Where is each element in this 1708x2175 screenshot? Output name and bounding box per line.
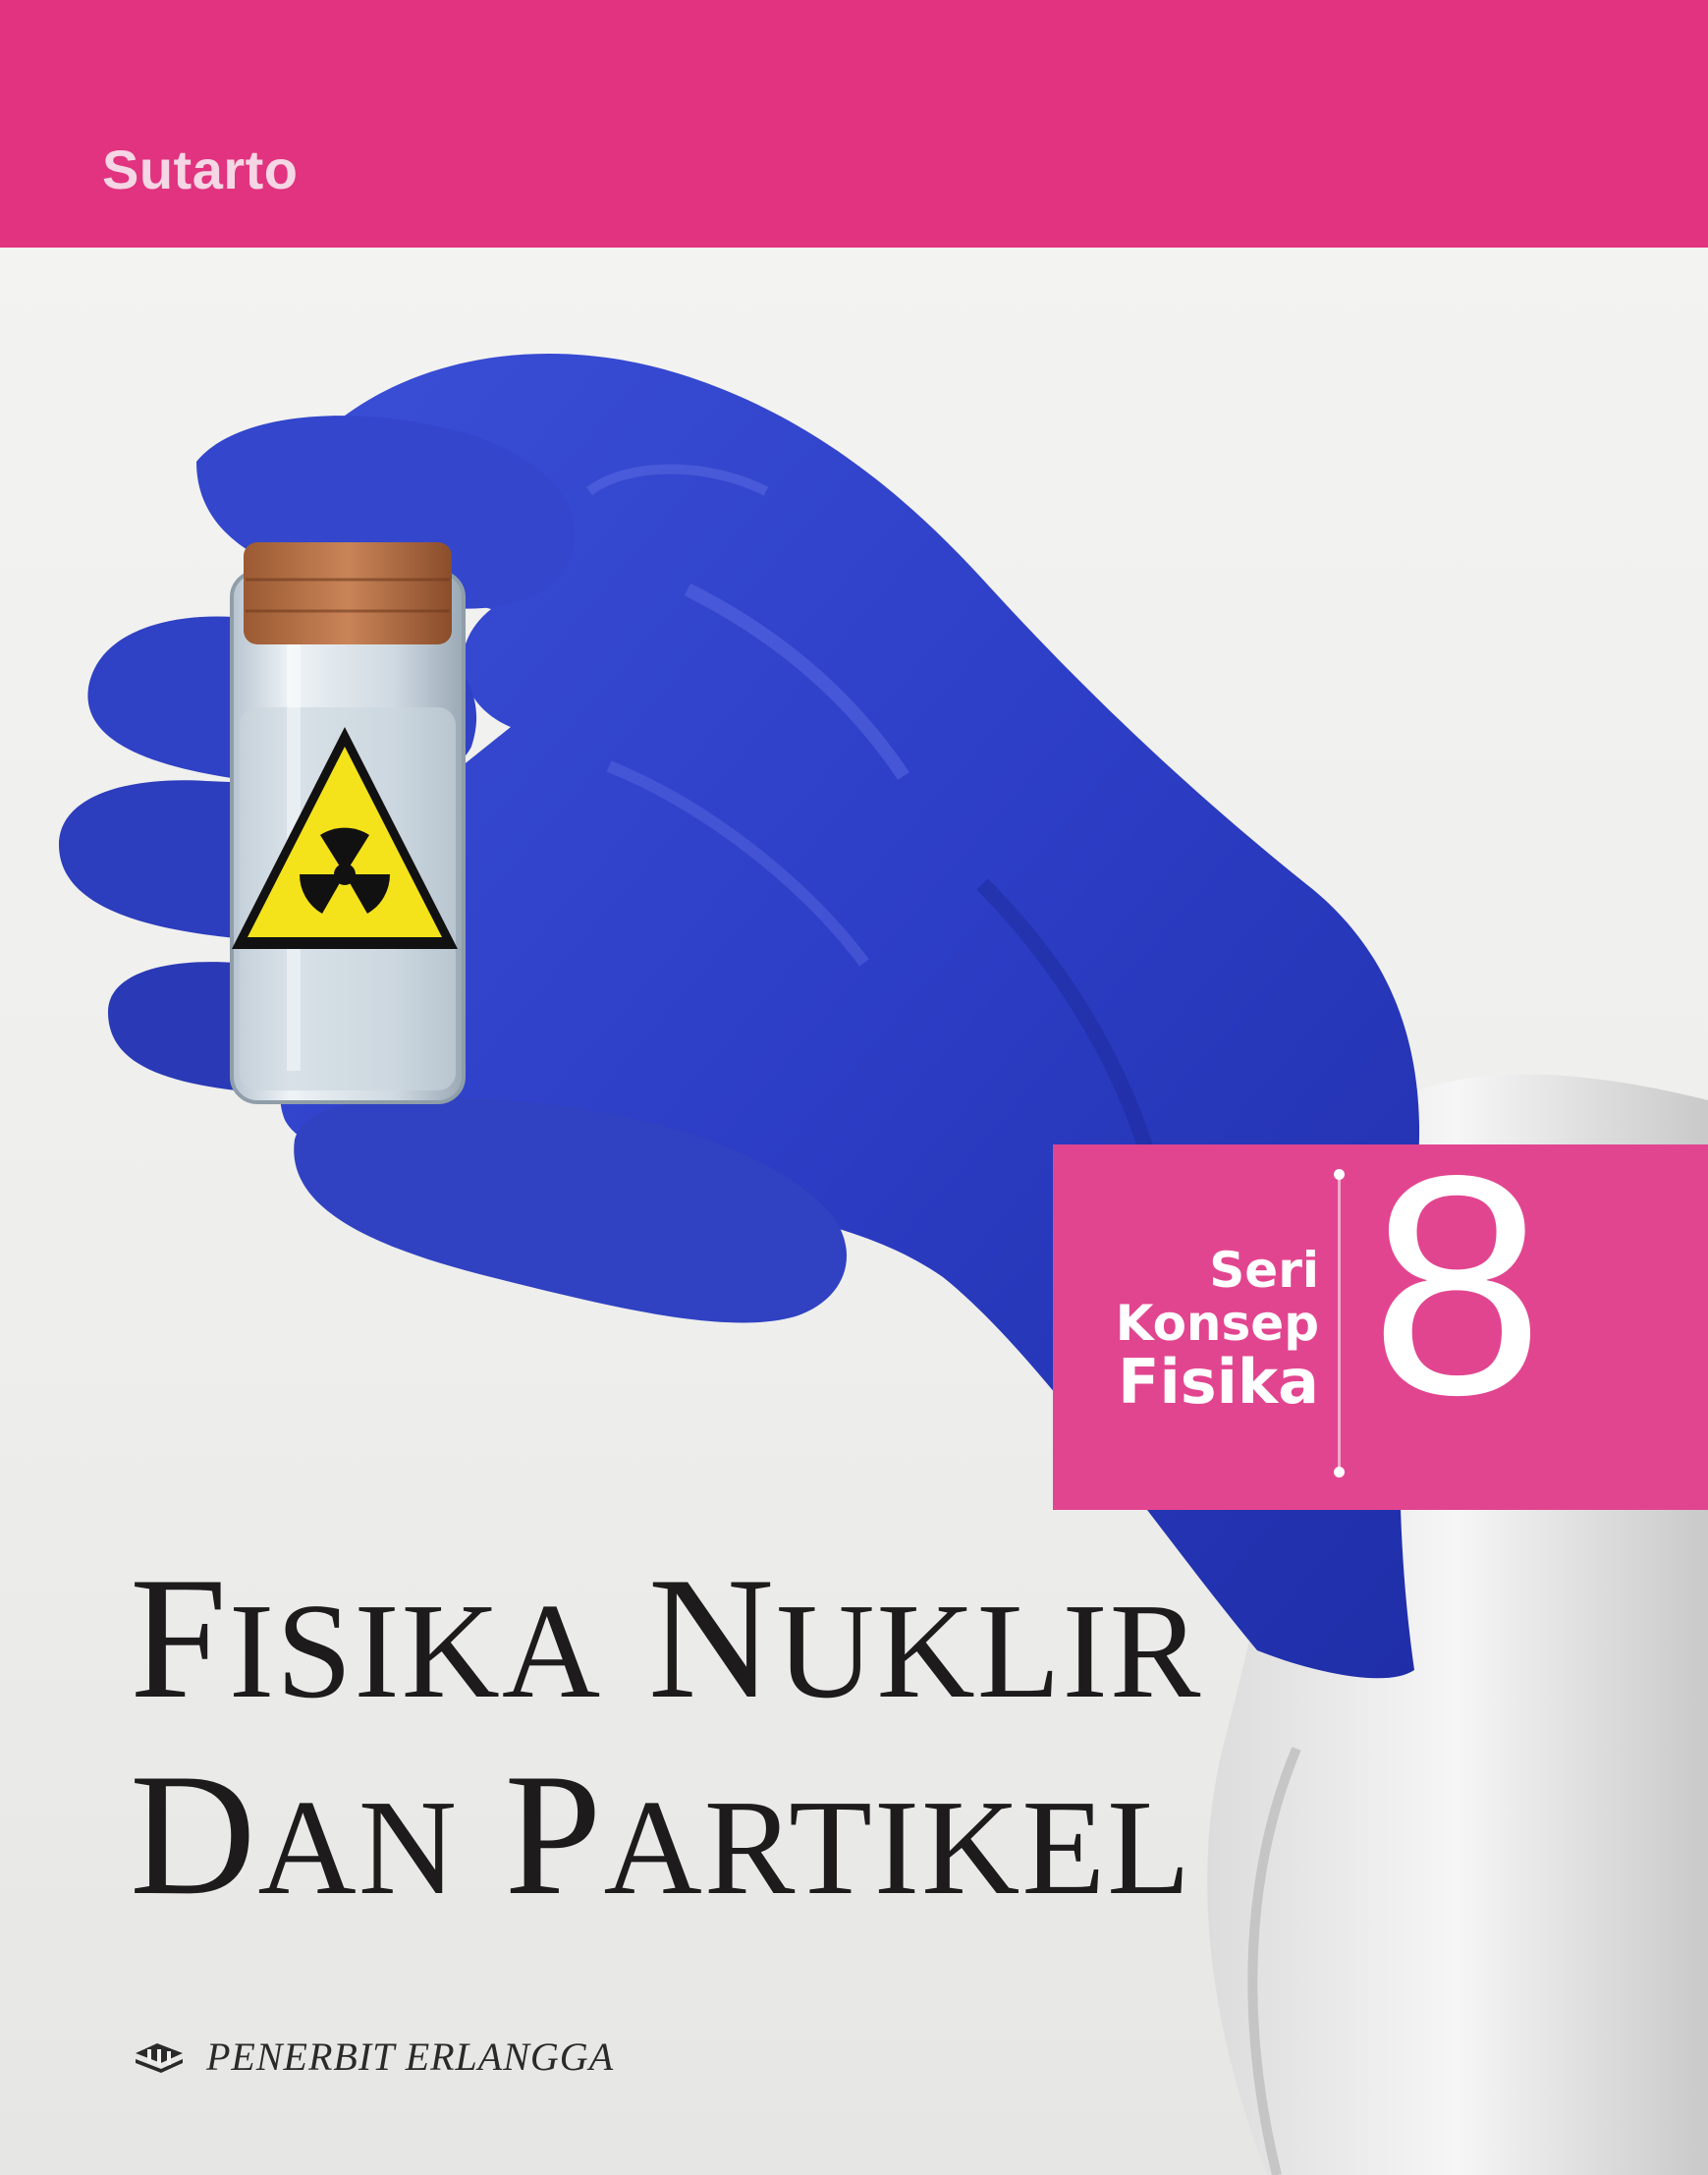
series-line-2: Konsep	[1115, 1295, 1319, 1352]
title-smallcaps: ISIKA	[229, 1576, 603, 1727]
book-title	[130, 1540, 1203, 1931]
title-cap: D	[130, 1737, 258, 1931]
publisher-logo-icon	[134, 2039, 185, 2075]
publisher-name: PENERBIT ERLANGGA	[206, 2035, 615, 2079]
series-divider	[1338, 1175, 1341, 1472]
title-cap: N	[602, 1540, 777, 1735]
title-cap: P	[459, 1737, 604, 1931]
divider-dot-top	[1334, 1169, 1345, 1180]
series-label	[1115, 1242, 1319, 1418]
cork-stopper	[244, 542, 452, 644]
radioactive-vial	[232, 542, 464, 1102]
title-smallcaps: AN	[257, 1772, 460, 1924]
title-smallcaps: ARTIKEL	[603, 1772, 1192, 1924]
series-line-3: Fisika	[1118, 1346, 1319, 1418]
divider-dot-bottom	[1334, 1467, 1345, 1478]
series-line-1: Seri	[1209, 1242, 1319, 1299]
publisher	[134, 2034, 614, 2080]
series-number: 8	[1370, 1111, 1544, 1460]
title-line-2	[130, 1737, 1202, 1931]
title-line-1	[130, 1540, 1203, 1735]
title-smallcaps: UKLIR	[776, 1576, 1203, 1727]
author-name: Sutarto	[102, 139, 299, 200]
title-cap: F	[130, 1540, 229, 1735]
